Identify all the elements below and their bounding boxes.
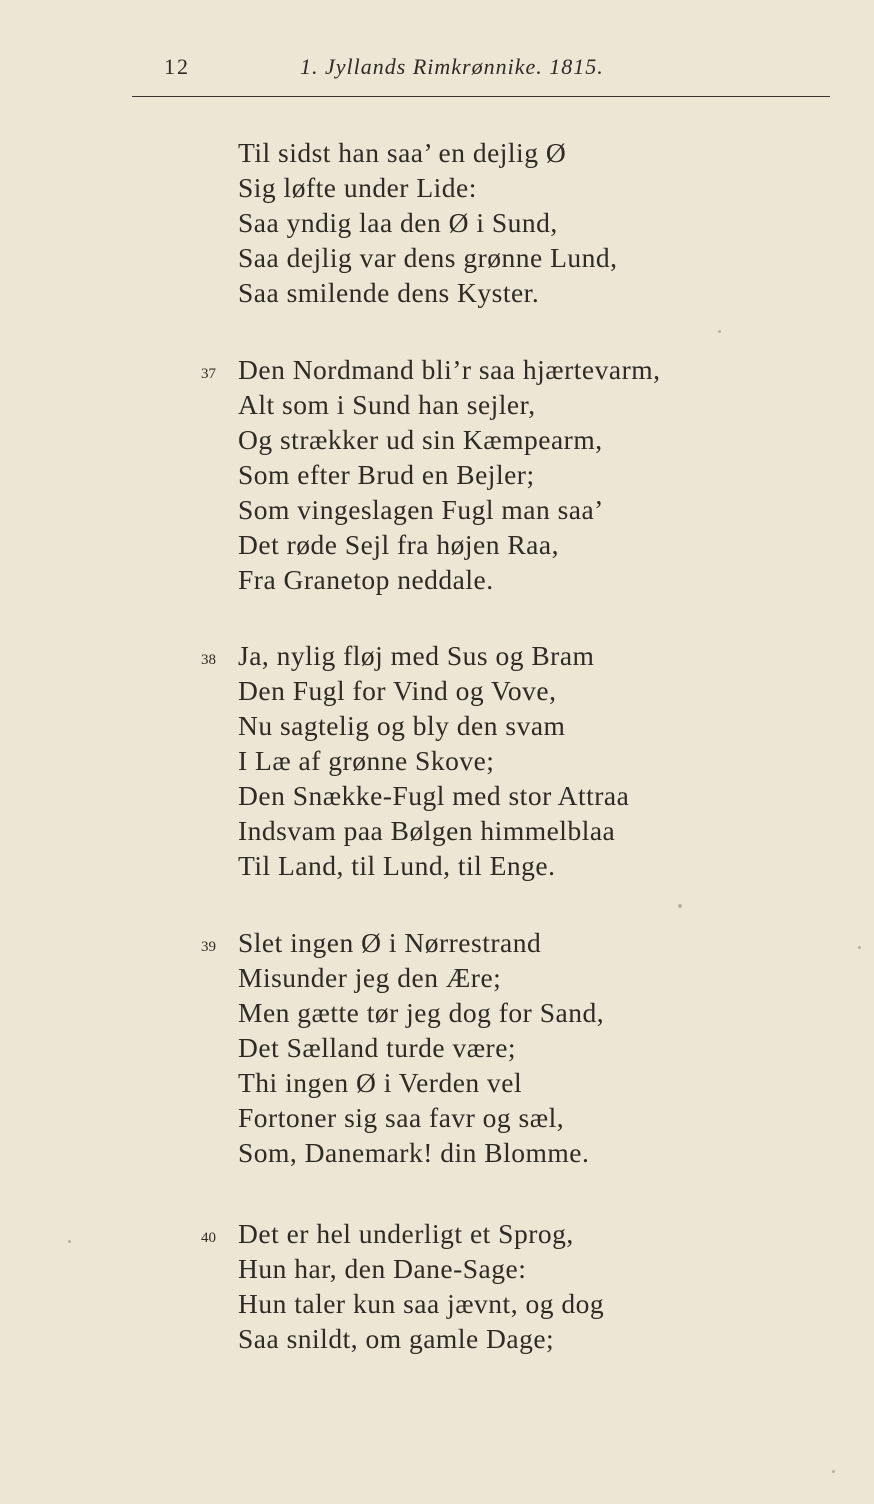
paper-speck [678,904,682,908]
verse-line: Den Snække-Fugl med stor Attraa [238,780,630,811]
stanza-number: 38 [201,652,216,668]
verse-line: Alt som i Sund han sejler, [238,389,536,420]
verse-line: Det Sælland turde være; [238,1032,517,1063]
verse-line: Den Nordmand bli’r saa hjærtevarm, [238,354,661,385]
stanza-number: 40 [201,1230,216,1246]
verse-line: Til sidst han saa’ en dejlig Ø [238,137,567,168]
verse-line: Ja, nylig fløj med Sus og Bram [238,640,595,671]
verse-line: Saa snildt, om gamle Dage; [238,1323,555,1354]
paper-speck [68,1240,71,1243]
stanza-number: 37 [201,366,216,382]
verse-line: Og strækker ud sin Kæmpearm, [238,424,603,455]
paper-speck [858,946,861,949]
verse-line: Indsvam paa Bølgen himmelblaa [238,815,616,846]
verse-line: Nu sagtelig og bly den svam [238,710,566,741]
verse-line: Det røde Sejl fra højen Raa, [238,529,559,560]
stanza-number: 39 [201,939,216,955]
page-number: 12 [164,54,190,79]
verse-line: Fortoner sig saa favr og sæl, [238,1102,565,1133]
verse-line: Det er hel underligt et Sprog, [238,1218,574,1249]
verse-line: Saa smilende dens Kyster. [238,277,540,308]
verse-line: Til Land, til Lund, til Enge. [238,850,556,881]
verse-line: Den Fugl for Vind og Vove, [238,675,557,706]
verse-line: Som vingeslagen Fugl man saa’ [238,494,604,525]
running-header [0,52,874,88]
verse-line: Som, Danemark! din Blomme. [238,1137,590,1168]
verse-line: Saa dejlig var dens grønne Lund, [238,242,618,273]
paper-speck [832,1470,835,1473]
verse-line: Hun har, den Dane-Sage: [238,1253,527,1284]
verse-line: Slet ingen Ø i Nørrestrand [238,927,542,958]
header-rule [132,96,830,97]
verse-line: Thi ingen Ø i Verden vel [238,1067,523,1098]
verse-line: Fra Granetop neddale. [238,564,494,595]
verse-line: Saa yndig laa den Ø i Sund, [238,207,558,238]
verse-line: Som efter Brud en Bejler; [238,459,535,490]
verse-line: Hun taler kun saa jævnt, og dog [238,1288,605,1319]
running-title: 1. Jyllands Rimkrønnike. 1815. [300,54,604,79]
verse-line: Misunder jeg den Ære; [238,962,502,993]
verse-line: Men gætte tør jeg dog for Sand, [238,997,605,1028]
paper-speck [718,330,721,333]
verse-line: I Læ af grønne Skove; [238,745,495,776]
verse-line: Sig løfte under Lide: [238,172,477,203]
